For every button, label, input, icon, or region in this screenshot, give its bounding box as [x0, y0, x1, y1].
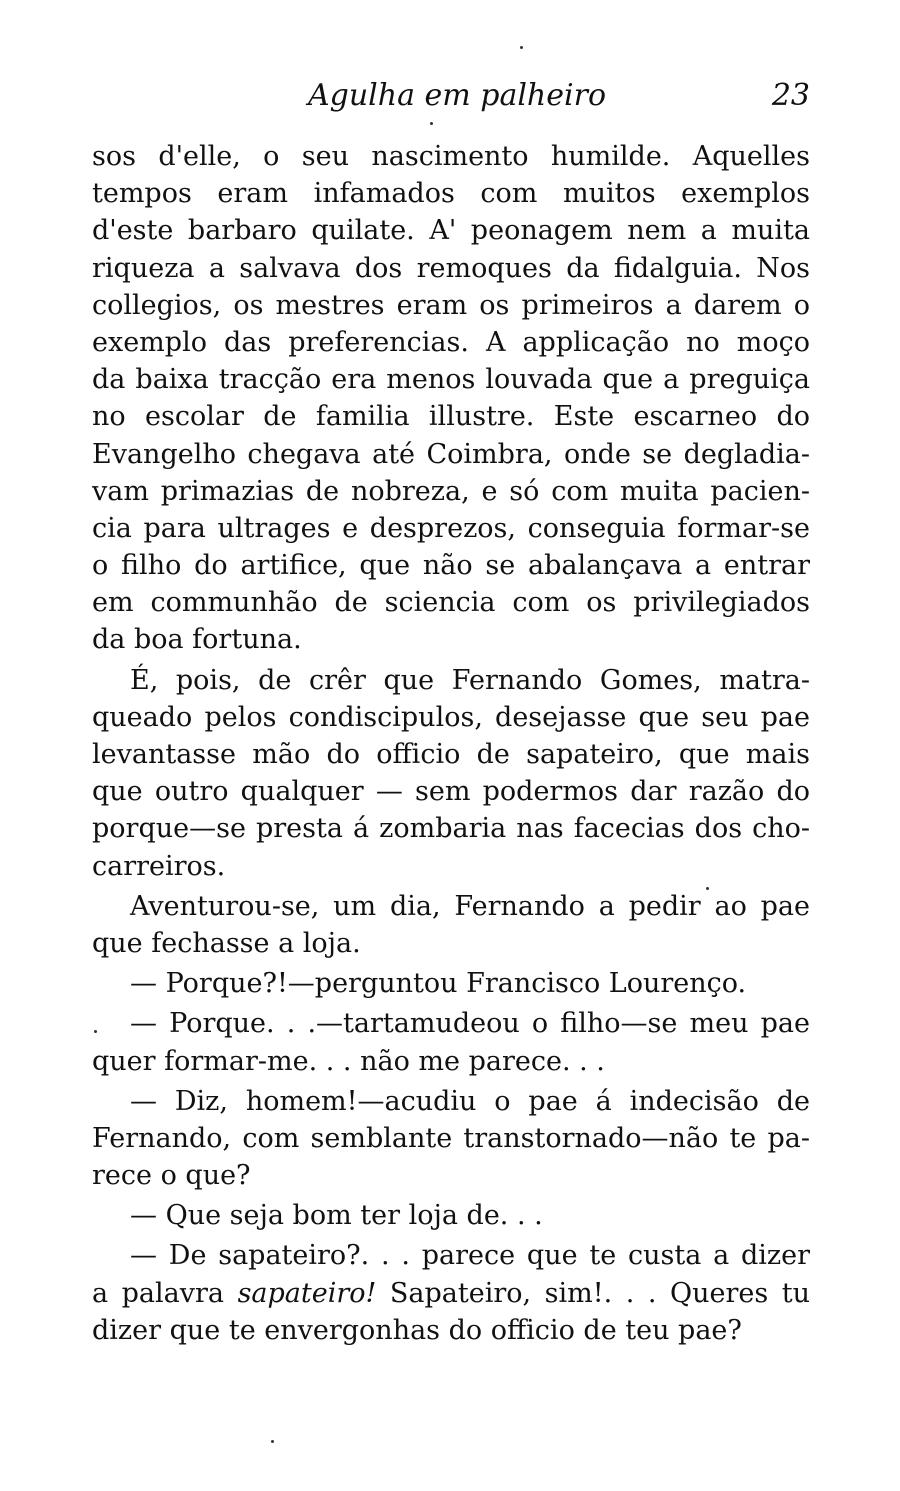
body-text: [92, 138, 810, 1349]
text-line: carreiros.: [92, 850, 226, 882]
text-line: — Porque?!—perguntou Francisco Lourenço.: [130, 968, 747, 1000]
text-line: Aventurou-se, um dia, Fernando a pedir ao pae: [130, 890, 810, 922]
text-line: vam primazias de nobreza, e só com muita pacien-: [92, 475, 810, 507]
text-line: da baixa tracção era menos louvada que a preguiça: [92, 364, 810, 396]
text-line: Fernando, com semblante transtornado—não te pa-: [92, 1122, 810, 1154]
text-line: em communhão de sciencia com os privilegiados: [92, 587, 810, 619]
text-line: a palavra sapateiro! Sapateiro, sim!. . . Queres tu: [92, 1277, 810, 1309]
text-line: tempos eram infamados com muitos exemplos: [92, 178, 810, 210]
paragraph: [92, 662, 810, 885]
scan-speck: [271, 1440, 274, 1443]
text-line: que outro qualquer — sem podermos dar razão do: [92, 776, 810, 808]
text-line: d'este barbaro quilate. A' peonagem nem a muita: [92, 215, 810, 247]
text-line: que fechasse a loja.: [92, 927, 361, 959]
text-line: — Diz, homem!—acudiu o pae á indecisão de: [130, 1085, 810, 1117]
scan-speck: [520, 46, 523, 49]
dialogue-paragraph: [92, 1237, 810, 1349]
text-line: Evangelho chegava até Coimbra, onde se degladia-: [92, 438, 810, 470]
text-line: no escolar de familia illustre. Este escarneo do: [92, 401, 810, 433]
running-head: [92, 74, 814, 118]
paragraph: [92, 888, 810, 962]
text-line: collegios, os mestres eram os primeiros a darem o: [92, 289, 810, 321]
text-line: da boa fortuna.: [92, 624, 302, 656]
text-line: dizer que te envergonhas do officio de teu pae?: [92, 1314, 742, 1346]
page-number: 23: [771, 78, 810, 113]
running-title: Agulha em palheiro: [307, 78, 607, 113]
text-line: quer formar-me. . . não me parece. . .: [92, 1045, 605, 1077]
text-line: riqueza a salvava dos remoques da fidalguia. Nos: [92, 252, 810, 284]
scan-speck: [94, 1030, 97, 1033]
dialogue-paragraph: [92, 1083, 810, 1195]
text-line: levantasse mão do officio de sapateiro, que mais: [92, 739, 810, 770]
scan-speck: [430, 122, 433, 125]
dialogue-paragraph: [92, 1197, 810, 1234]
scan-speck: [706, 887, 709, 890]
text-line: porque—se presta á zombaria nas facecias dos cho-: [92, 813, 810, 845]
text-line: — De sapateiro?. . . parece que te custa a dizer: [130, 1240, 810, 1272]
text-line: cia para ultrages e desprezos, conseguia formar-se: [92, 512, 810, 544]
text-line: rece o que?: [92, 1160, 251, 1192]
text-line: sos d'elle, o seu nascimento humilde. Aquelles: [92, 141, 810, 172]
text-line: — Que seja bom ter loja de. . .: [130, 1200, 543, 1232]
text-line: É, pois, de crêr que Fernando Gomes, matra-: [130, 664, 810, 696]
dialogue-paragraph: [92, 965, 810, 1002]
dialogue-paragraph: [92, 1005, 810, 1079]
text-line: — Porque. . .—tartamudeou o filho—se meu pae: [130, 1008, 810, 1040]
text-line: o filho do artifice, que não se abalançava a entrar: [92, 550, 810, 582]
text-line: queado pelos condiscipulos, desejasse que seu pae: [92, 701, 810, 733]
paragraph: [92, 138, 810, 659]
text-line: exemplo das preferencias. A applicação no moço: [92, 326, 810, 358]
